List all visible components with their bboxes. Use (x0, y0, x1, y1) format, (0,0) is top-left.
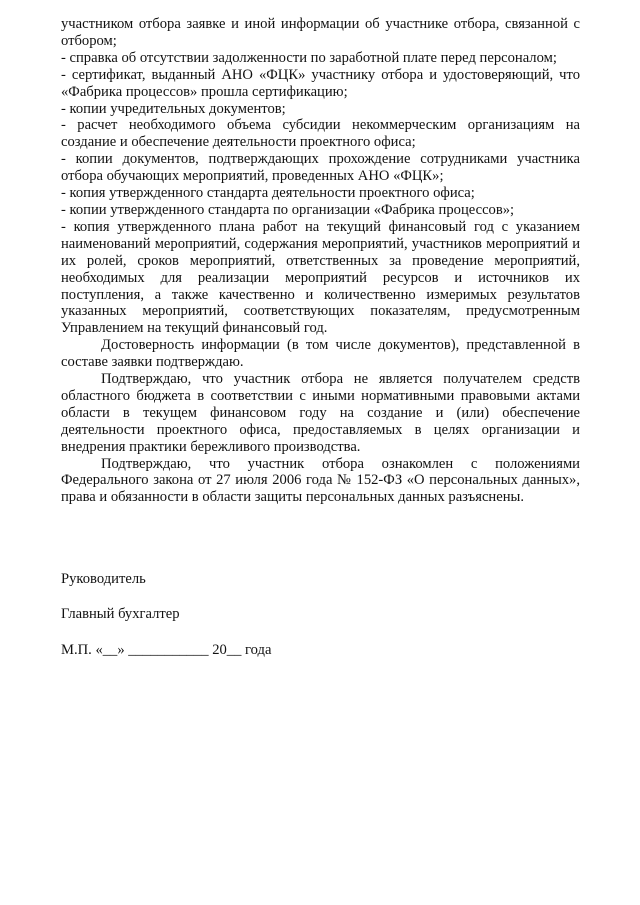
list-item: участником отбора заявке и иной информации об участнике отбора, связанной с отбором; (61, 16, 580, 49)
list-item: - копии документов, подтверждающих прохождение сотрудниками участника отбора обучающих мероприятий, проведенных АНО «ФЦК»; (61, 151, 580, 185)
list-item: - справка об отсутствии задолженности по заработной плате перед персоналом; (61, 49, 557, 66)
paragraph-personal-data: Подтверждаю, что участник отбора ознакомлен с положениями Федерального закона от 27 июля 2006 года № 152-ФЗ «О персональных данных», права и обязанности в области защиты персональных данных разъяснены. (61, 455, 580, 506)
attachments-list (61, 16, 580, 337)
list-item: - сертификат, выданный АНО «ФЦК» участнику отбора и удостоверяющий, что «Фабрика процессов» прошла сертификацию; (61, 66, 580, 100)
list-item: - копии учредительных документов; (61, 100, 286, 117)
stamp-date-line: М.П. «__» ___________ 20__ года (61, 642, 272, 658)
signature-head-label: Руководитель (61, 571, 146, 587)
document-body (61, 16, 580, 506)
signature-accountant-label: Главный бухгалтер (61, 606, 180, 622)
list-item: - расчет необходимого объема субсидии некоммерческим организациям на создание и обеспечение деятельности проектного офиса; (61, 117, 580, 151)
list-item: - копия утвержденного стандарта деятельности проектного офиса; (61, 185, 475, 202)
paragraph-reliability: Достоверность информации (в том числе документов), представленной в составе заявки подтверждаю. (61, 337, 580, 371)
paragraph-no-other-funding: Подтверждаю, что участник отбора не является получателем средств областного бюджета в соответствии с иными нормативными правовыми актами области в текущем финансовом году на создание и (или) обеспечение деятельности проектного офиса, предоставляемых в целях организации и внедрения практики бережливого производства. (61, 371, 580, 455)
confirmation-paragraphs (61, 337, 580, 506)
list-item: - копии утвержденного стандарта по организации «Фабрика процессов»; (61, 201, 515, 218)
list-item: - копия утвержденного плана работ на текущий финансовый год с указанием наименований мероприятий, содержания мероприятий, участников мероприятий и их ролей, сроков мероприятий, ответственных за проведение мероприятий, необходимых для реализации мероприятий ресурсов и источников их поступления, а также качественно и количественно измеримых результатов указанных мероприятий, соответствующих показателям, предусмотренным Управлением на текущий финансовый год. (61, 218, 580, 337)
